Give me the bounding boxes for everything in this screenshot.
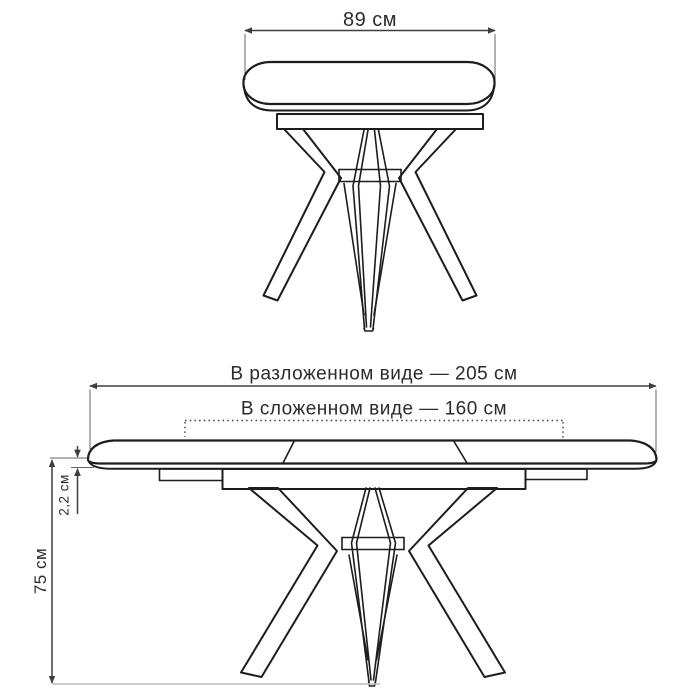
center-leg-inner-left [359,130,369,327]
center-leg-inner-right [371,130,381,327]
height-dimension [31,460,52,683]
top-thickness-label: 2,2 см [56,474,72,516]
leg-right [399,129,477,301]
leaf-seam-right [454,442,467,464]
leaf-seam-left [283,442,294,464]
stretcher-bar [339,170,401,182]
leg-right [409,488,505,677]
center-leg-outer-right [373,130,390,329]
top-view-figure [244,9,496,331]
leg-left [241,488,337,677]
height-label: 75 см [31,547,50,595]
slide-rail-right [526,469,588,480]
tabletop-edge-band [89,461,657,469]
knee-brace-left [349,555,368,660]
slide-rail-left [160,469,223,481]
folded-width-dimension [185,399,563,439]
front-view-figure [31,364,657,687]
front-view-table-drawing [88,441,657,687]
tabletop-edge-band [244,86,494,111]
top-view-table-drawing [244,62,495,331]
center-leg-foot [364,329,374,332]
tabletop-end-profile [244,62,495,104]
apron-frame [277,114,483,129]
folded-width-label: В сложенном виде — 160 см [240,398,508,420]
center-legs-crossing [344,130,396,331]
top-view-width-label: 89 см [342,9,398,31]
knee-brace-right [374,184,396,316]
center-legs-crossing [349,488,397,686]
top-view-width-dimension [245,9,495,80]
tabletop-front-profile [88,441,657,464]
leg-left [264,129,342,301]
extended-width-label: В разложенном виде — 205 см [230,363,518,385]
apron-frame [223,469,526,489]
